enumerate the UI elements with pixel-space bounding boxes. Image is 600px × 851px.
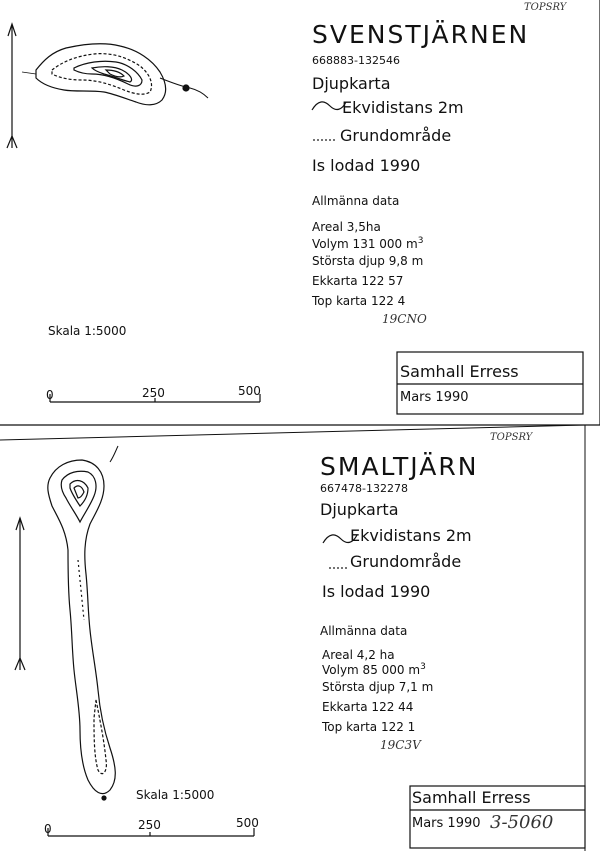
north-arrow-icon (7, 24, 17, 148)
contour-legend-symbol-top (312, 102, 346, 110)
bottom-general-heading: Allmänna data (320, 624, 408, 638)
top-box-org: Samhall Erress (400, 362, 519, 381)
bottom-scale-tick-250: 250 (138, 818, 161, 832)
bottom-scale-label: Skala 1:5000 (136, 788, 215, 802)
bottom-sounded: Is lodad 1990 (322, 582, 431, 601)
top-top-map: Top karta 122 4 (312, 294, 406, 308)
top-lake-name: SVENSTJÄRNEN (312, 20, 530, 49)
top-volume: Volym 131 000 $m^3$ (312, 236, 424, 251)
north-arrow-icon-bottom (15, 518, 25, 670)
top-contour-legend: Ekvidistans 2m (342, 98, 464, 117)
bottom-corner-note: TOPSRY (490, 432, 533, 443)
bottom-max-depth: Största djup 7,1 m (322, 680, 434, 694)
top-hand-note: 19CNO (382, 312, 427, 326)
top-area: Areal 3,5ha (312, 220, 381, 234)
bottom-scale-tick-500: 500 (236, 816, 259, 830)
svenstjarnen-lake-map (22, 44, 208, 105)
smaltjarn-lake-map (48, 446, 118, 800)
bottom-coordinates: 667478-132278 (320, 482, 408, 495)
bottom-hand-note: 19C3V (380, 738, 421, 752)
bottom-area: Areal 4,2 ha (322, 648, 395, 662)
bottom-box-date: Mars 1990 (412, 816, 481, 831)
bottom-map-type: Djupkarta (320, 500, 399, 519)
top-ek-map: Ekkarta 122 57 (312, 274, 404, 288)
top-sounded: Is lodad 1990 (312, 156, 421, 175)
top-shallow-legend: Grundområde (340, 126, 452, 145)
bottom-contour-legend: Ekvidistans 2m (350, 526, 472, 545)
bottom-scale-tick-0: 0 (44, 822, 52, 836)
top-corner-note: TOPSRY (524, 2, 567, 13)
top-general-heading: Allmänna data (312, 194, 400, 208)
bottom-volume: Volym 85 000 $m^3$ (322, 662, 426, 677)
bottom-top-map: Top karta 122 1 (322, 720, 416, 734)
top-coordinates: 668883-132546 (312, 54, 400, 67)
top-scale-tick-0: 0 (46, 388, 54, 402)
top-box-date: Mars 1990 (400, 390, 469, 405)
top-map-type: Djupkarta (312, 74, 391, 93)
top-scale-label: Skala 1:5000 (48, 324, 127, 338)
top-max-depth: Största djup 9,8 m (312, 254, 424, 268)
bottom-ek-map: Ekkarta 122 44 (322, 700, 414, 714)
bottom-lake-name: SMALTJÄRN (320, 452, 479, 481)
bottom-box-org: Samhall Erress (412, 788, 531, 807)
bottom-shallow-legend: Grundområde (350, 552, 462, 571)
top-scale-tick-250: 250 (142, 386, 165, 400)
top-scale-tick-500: 500 (238, 384, 261, 398)
bottom-box-hand-id: 3-5060 (490, 812, 554, 833)
